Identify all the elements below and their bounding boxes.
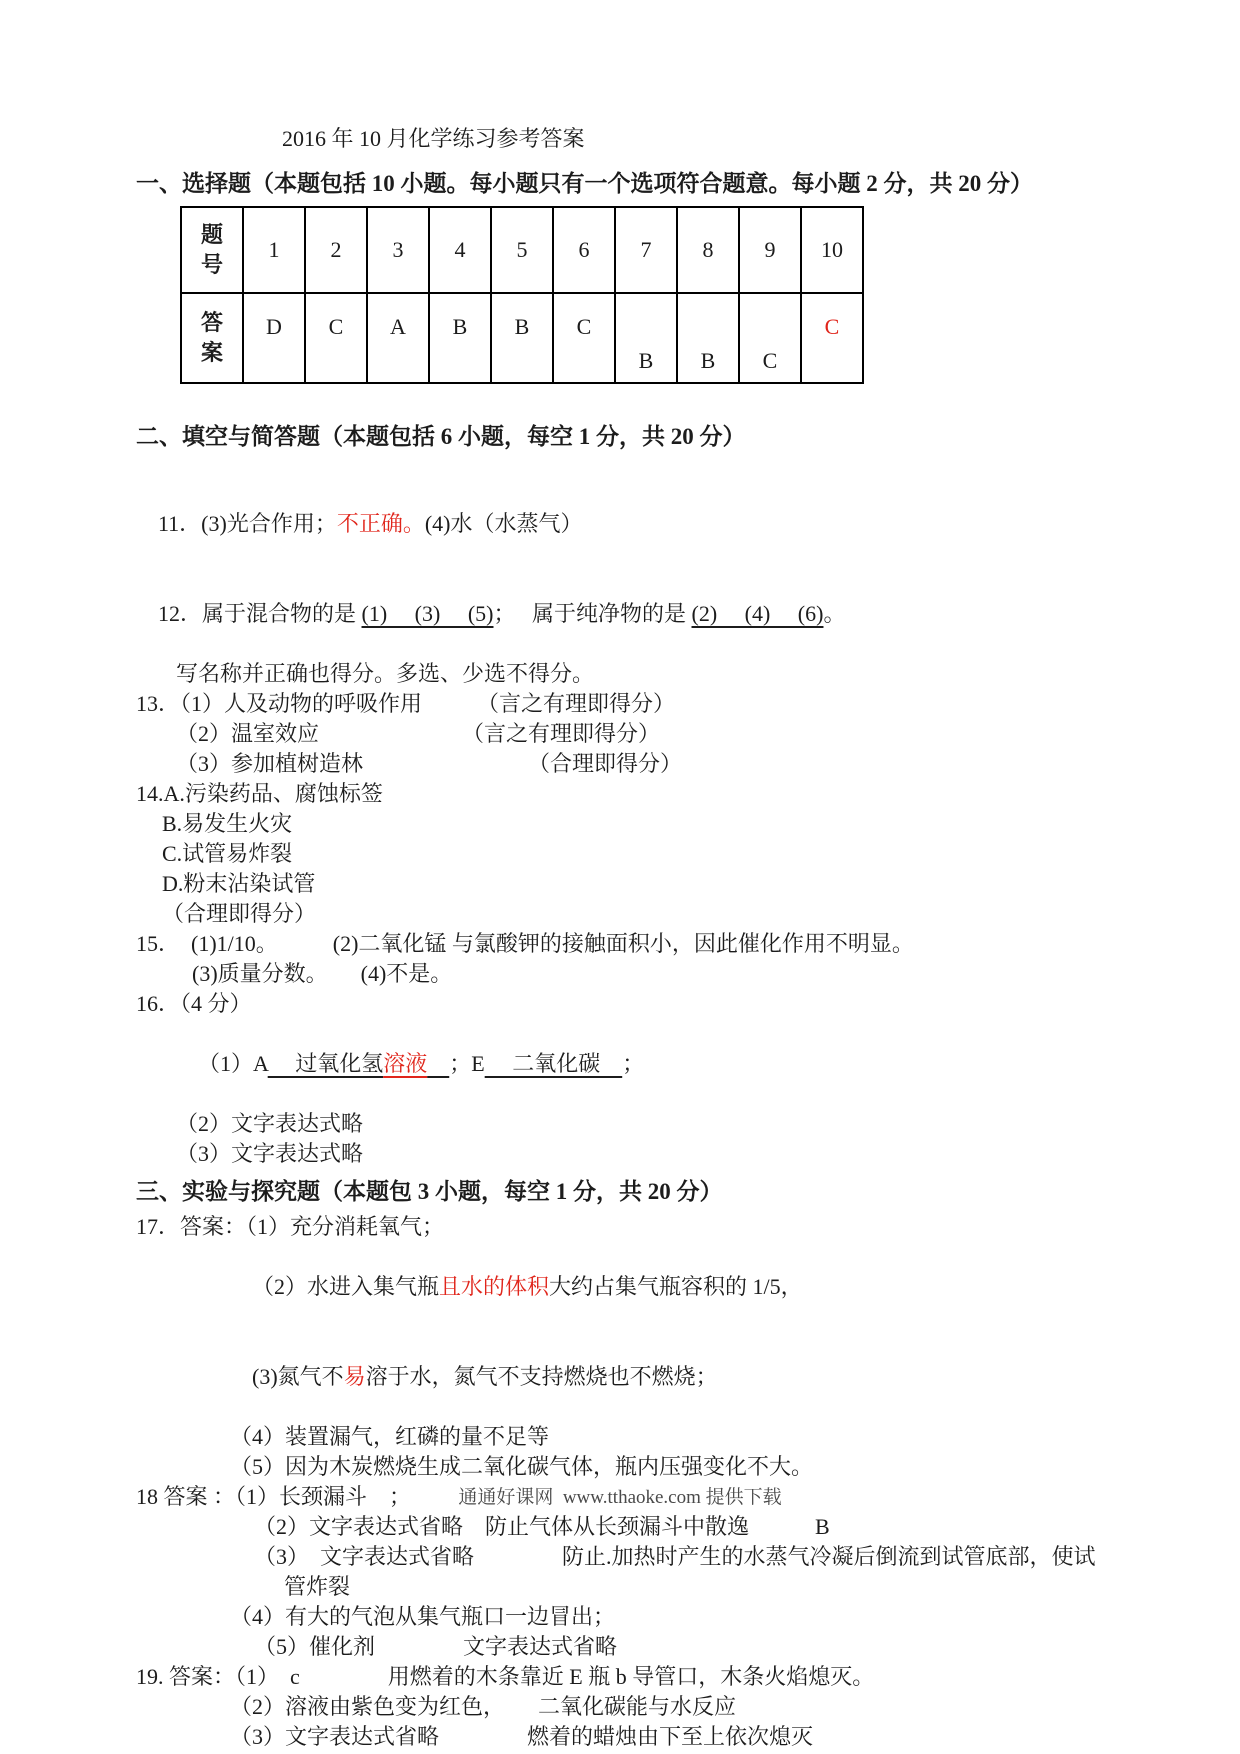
q16-blank-tail bbox=[427, 1051, 449, 1076]
q19-line-2: （2）溶液由紫色变为红色， 二氧化碳能与水反应 bbox=[230, 1694, 737, 1719]
q19-line-3: （3）文字表达式省略 燃着的蜡烛由下至上依次熄灭 bbox=[230, 1724, 814, 1749]
answer-cell: C bbox=[553, 293, 615, 383]
question-number-cell: 6 bbox=[553, 207, 615, 293]
q17-line-5: （5）因为木炭燃烧生成二氧化碳气体，瓶内压强变化不大。 bbox=[230, 1454, 814, 1479]
q11-answer-line bbox=[136, 479, 1120, 569]
q15-line-2: (3)质量分数。 (4)不是。 bbox=[192, 961, 453, 986]
q17-line-3 bbox=[230, 1332, 1120, 1422]
q18-line-3: （3） 文字表达式省略 防止.加热时产生的水蒸气冷凝后倒流到试管底部，使试 bbox=[254, 1544, 1096, 1569]
q18-line-5: （5）催化剂 文字表达式省略 bbox=[254, 1634, 618, 1659]
answer-cell-corrected: C bbox=[801, 293, 863, 383]
question-number-cell: 3 bbox=[367, 207, 429, 293]
q16-blank-a: 过氧化氢 bbox=[267, 1051, 384, 1076]
q12-text: 。 bbox=[823, 601, 846, 626]
answer-table bbox=[180, 206, 864, 384]
q16-item-1 bbox=[176, 1019, 1120, 1109]
q11-red-correction: 不正确。 bbox=[336, 511, 425, 536]
question-number-cell: 1 bbox=[243, 207, 305, 293]
q18-line-1: 18 答案 ：（1）长颈漏斗 ； bbox=[136, 1484, 412, 1509]
q12-blank-mixtures: (1) (3) (5) bbox=[361, 601, 494, 626]
answer-row-label: 答案 bbox=[181, 293, 243, 383]
question-number-cell: 7 bbox=[615, 207, 677, 293]
q14-line-a: 14.A.污染药品、腐蚀标签 bbox=[136, 781, 383, 806]
question-number-cell: 8 bbox=[677, 207, 739, 293]
question-row-label: 题号 bbox=[181, 207, 243, 293]
question-number-cell: 10 bbox=[801, 207, 863, 293]
q12-text: 12．属于混合物的是 bbox=[158, 601, 362, 626]
q14-line-c: C.试管易炸裂 bbox=[162, 841, 293, 866]
q14-line-d: D.粉末沾染试管 bbox=[162, 871, 316, 896]
q17-red-correction: 易 bbox=[343, 1364, 366, 1389]
q11-text: 11．(3)光合作用； bbox=[158, 511, 337, 536]
answer-cell: B bbox=[615, 293, 677, 383]
q12-answer-line bbox=[136, 569, 1120, 659]
q13-line-3: （3）参加植树造林 （合理即得分） bbox=[176, 751, 683, 776]
q12-blank-pure: (2) (4) (6) bbox=[691, 601, 824, 626]
q17-text: 溶于水，氮气不支持燃烧也不燃烧； bbox=[365, 1364, 718, 1389]
question-number-cell: 2 bbox=[305, 207, 367, 293]
q18-line-3-cont: 管炸裂 bbox=[284, 1574, 351, 1599]
q16-line-1: 16．（4 分） bbox=[136, 991, 252, 1016]
document-title: 2016 年 10 月化学练习参考答案 bbox=[282, 126, 585, 151]
q16-item-3: （3）文字表达式略 bbox=[176, 1141, 364, 1166]
q17-line-4: （4）装置漏气，红磷的量不足等 bbox=[230, 1424, 550, 1449]
q17-line-2 bbox=[230, 1242, 1120, 1332]
q17-text: (3)氮气不 bbox=[252, 1364, 344, 1389]
q16-red-correction: 溶液 bbox=[383, 1051, 428, 1076]
q17-line-1: 17．答案：（1）充分消耗氧气； bbox=[136, 1214, 445, 1239]
answer-cell: C bbox=[305, 293, 367, 383]
section1-heading: 一、选择题（本题包括 10 小题。每小题只有一个选项符合题意。每小题 2 分，共 20 分） bbox=[136, 171, 1033, 196]
q12-text: ； 属于纯净物的是 bbox=[493, 601, 692, 626]
q16-text: ； bbox=[622, 1051, 645, 1076]
q17-text: （2）水进入集气瓶 bbox=[252, 1274, 440, 1299]
answer-cell: D bbox=[243, 293, 305, 383]
page-footer: 通通好课网 www.tthaoke.com 提供下载 bbox=[458, 1487, 782, 1508]
q13-line-1: 13．（1）人及动物的呼吸作用 （言之有理即得分） bbox=[136, 691, 676, 716]
question-number-row bbox=[181, 207, 863, 293]
q17-red-correction: 且水的体积 bbox=[439, 1274, 550, 1299]
q18-line-2: （2）文字表达式省略 防止气体从长颈漏斗中散逸 B bbox=[254, 1514, 830, 1539]
section2-heading: 二、填空与简答题（本题包括 6 小题，每空 1 分，共 20 分） bbox=[136, 424, 746, 449]
q15-line-1: 15． (1)1/10。 (2)二氧化锰 与氯酸钾的接触面积小，因此催化作用不明显。 bbox=[136, 931, 914, 956]
q19-line-1: 19. 答案：（1） c 用燃着的木条靠近 E 瓶 b 导管口，木条火焰熄灭。 bbox=[136, 1664, 875, 1689]
q13-line-2: （2）温室效应 （言之有理即得分） bbox=[176, 721, 661, 746]
q14-line-b: B.易发生火灾 bbox=[162, 811, 293, 836]
question-number-cell: 4 bbox=[429, 207, 491, 293]
section3-heading: 三、实验与探究题（本题包 3 小题，每空 1 分，共 20 分） bbox=[136, 1179, 723, 1204]
answer-cell: B bbox=[429, 293, 491, 383]
answer-row bbox=[181, 293, 863, 383]
q11-text: (4)水（水蒸气） bbox=[424, 511, 583, 536]
q12-note-line: 写名称并正确也得分。多选、少选不得分。 bbox=[176, 661, 595, 686]
q16-text: ；E bbox=[449, 1051, 485, 1076]
answer-cell: B bbox=[491, 293, 553, 383]
q16-blank-e: 二氧化碳 bbox=[484, 1051, 623, 1076]
q17-text: 大约占集气瓶容积的 1/5， bbox=[549, 1274, 803, 1299]
q18-line-4: （4）有大的气泡从集气瓶口一边冒出； bbox=[230, 1604, 616, 1629]
answer-cell: C bbox=[739, 293, 801, 383]
q16-text: （1）A bbox=[198, 1051, 268, 1076]
answer-cell: A bbox=[367, 293, 429, 383]
q14-note-line: （合理即得分） bbox=[162, 901, 317, 926]
q16-item-2: （2）文字表达式略 bbox=[176, 1111, 364, 1136]
question-number-cell: 5 bbox=[491, 207, 553, 293]
question-number-cell: 9 bbox=[739, 207, 801, 293]
answer-cell: B bbox=[677, 293, 739, 383]
